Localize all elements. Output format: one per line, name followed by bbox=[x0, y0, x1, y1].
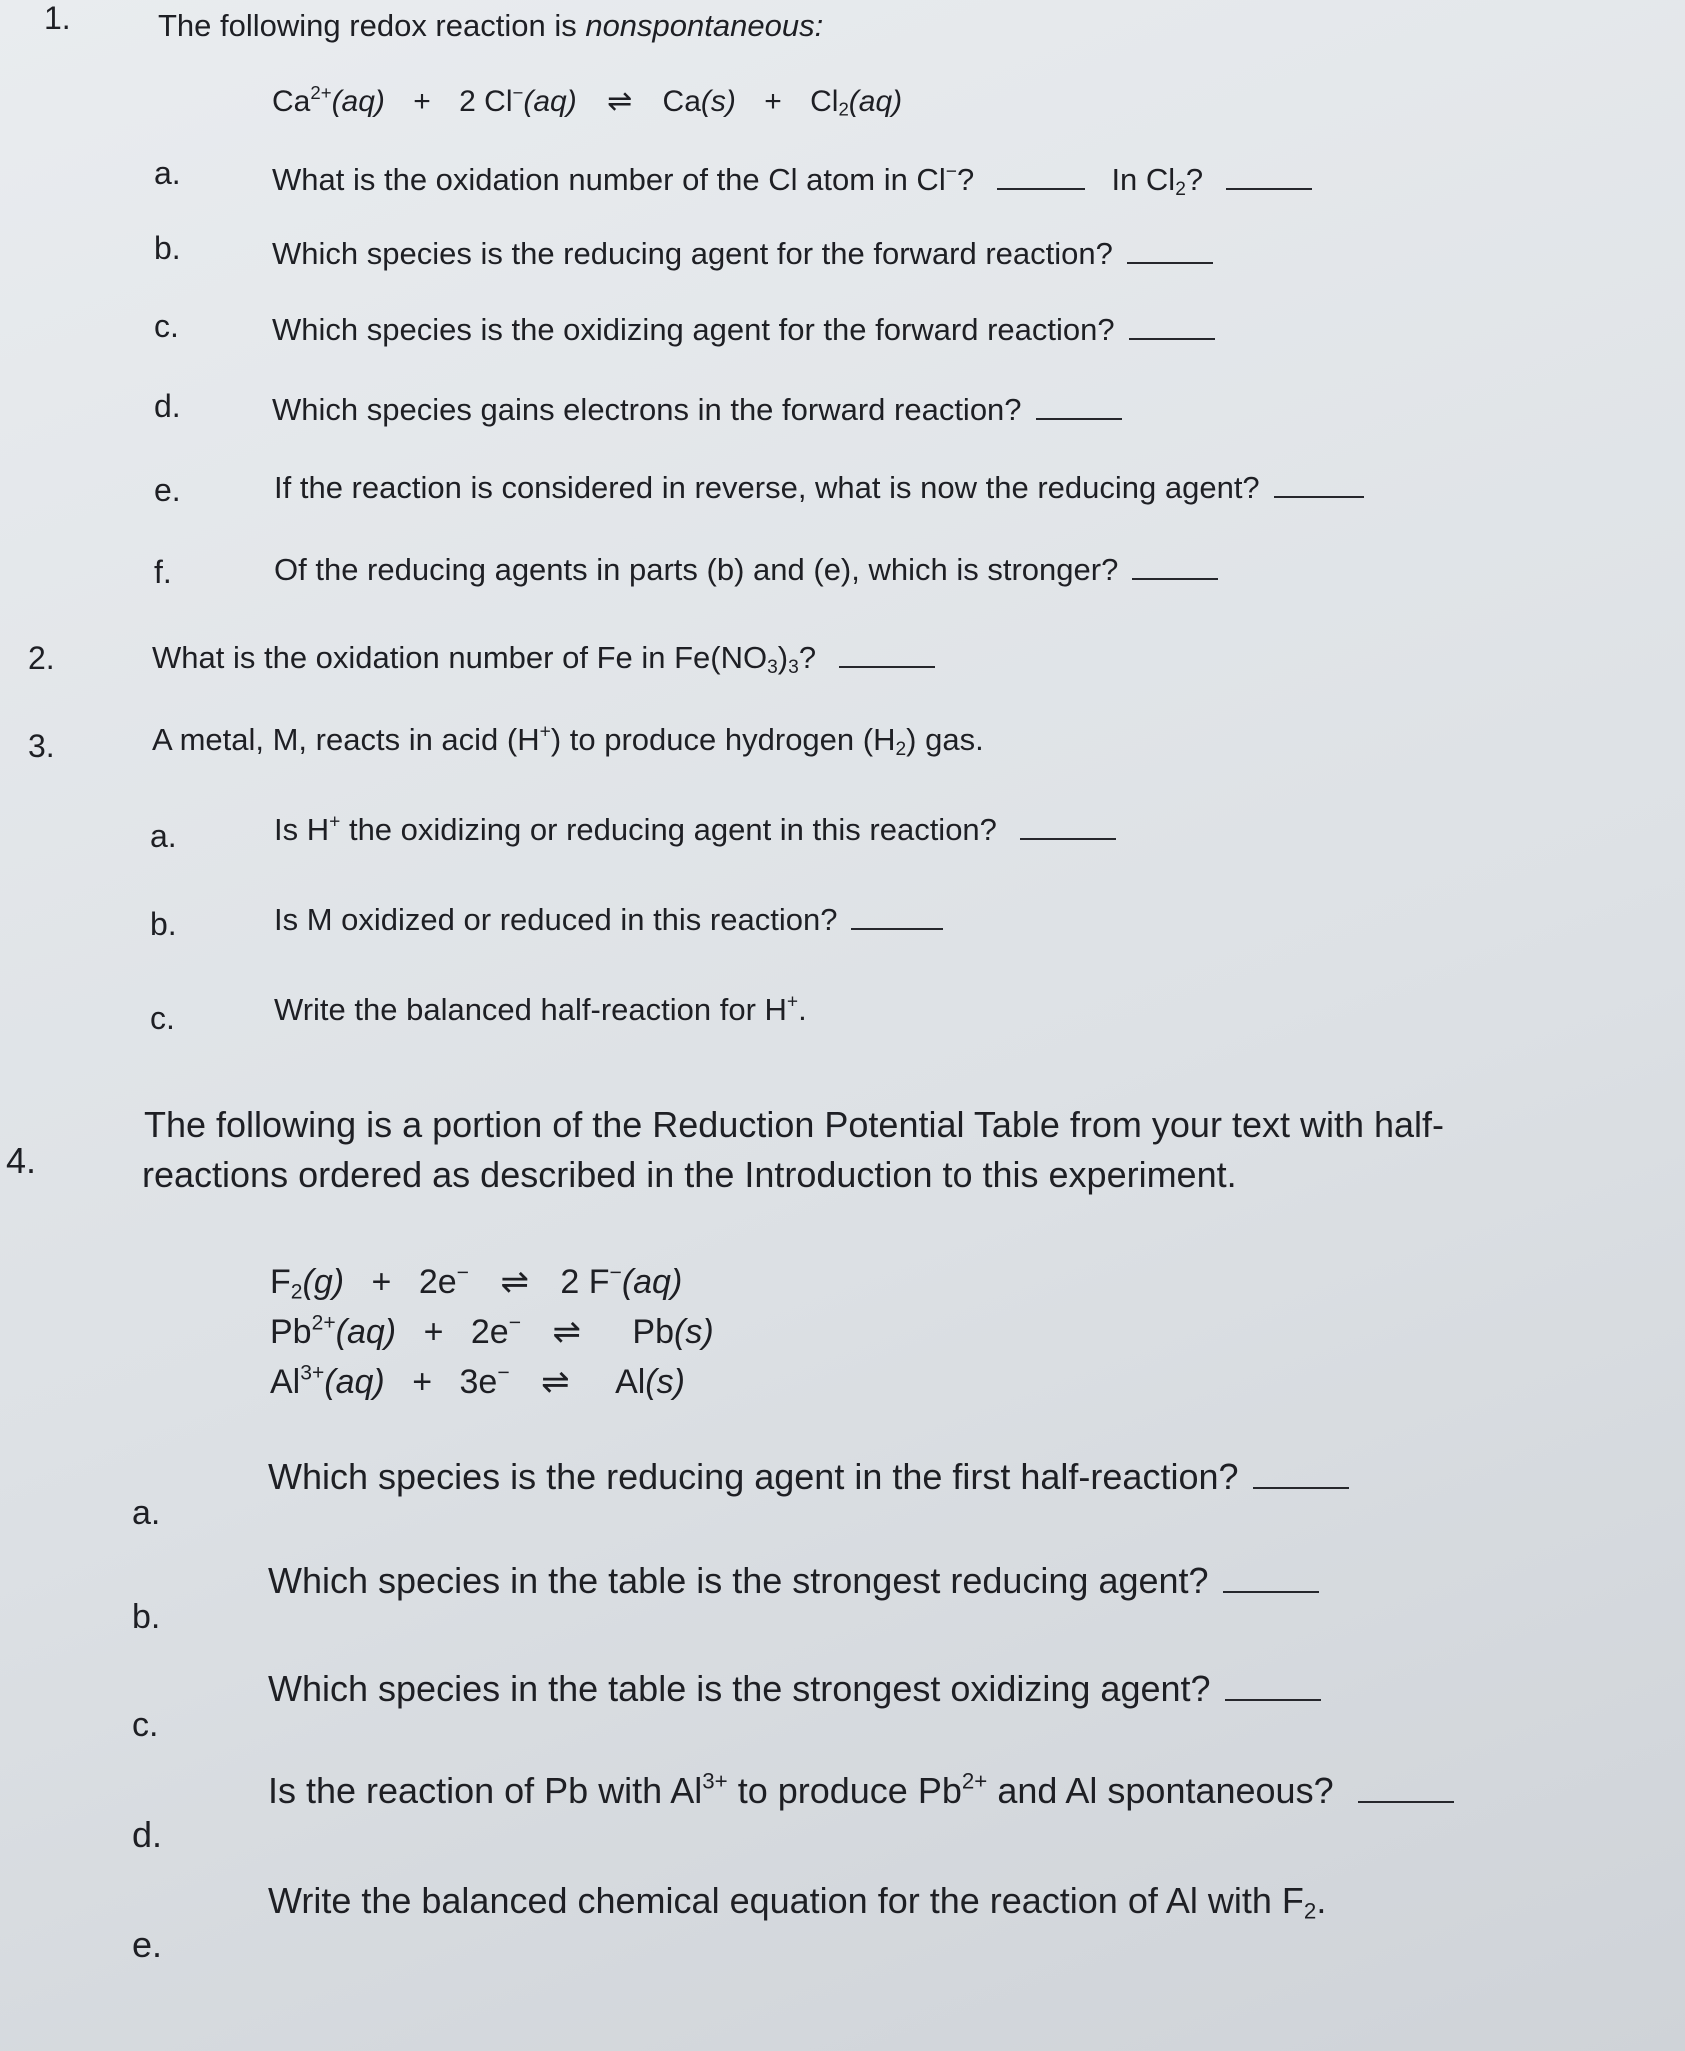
q3-h-charge: + bbox=[539, 721, 551, 743]
product-species: Al bbox=[615, 1363, 646, 1401]
q4-part-c-letter: c. bbox=[132, 1706, 159, 1744]
reactant-species: Al bbox=[270, 1363, 301, 1401]
equilibrium-arrow: ⇌ bbox=[500, 1263, 529, 1301]
q1-part-a-letter: a. bbox=[154, 155, 181, 191]
eq-cl2-state: (aq) bbox=[848, 85, 903, 118]
reactant-state: (g) bbox=[302, 1263, 345, 1301]
q1-part-b-letter: b. bbox=[154, 230, 181, 266]
eq-ca-ion: Ca bbox=[272, 85, 311, 118]
reactant-state: (aq) bbox=[324, 1363, 385, 1401]
question-2-number: 2. bbox=[28, 640, 55, 676]
equilibrium-arrow: ⇌ bbox=[552, 1313, 581, 1351]
q1f-answer-blank[interactable] bbox=[1132, 577, 1218, 580]
q2-subscript-2: 3 bbox=[788, 656, 799, 678]
q3-text-3: ) gas. bbox=[906, 722, 984, 757]
eq-equilibrium-arrow: ⇌ bbox=[607, 85, 633, 118]
q1a-answer-blank-2[interactable] bbox=[1226, 187, 1312, 190]
product-state: (s) bbox=[645, 1363, 685, 1401]
equilibrium-arrow: ⇌ bbox=[541, 1363, 570, 1401]
q4b-answer-blank[interactable] bbox=[1223, 1590, 1319, 1593]
eq-ca-metal-state: (s) bbox=[700, 85, 736, 118]
q4-part-d-letter: d. bbox=[132, 1814, 163, 1855]
question-1-equation bbox=[272, 81, 903, 120]
half-reaction-row bbox=[270, 1362, 685, 1402]
q1a-charge: − bbox=[945, 161, 957, 183]
q1a-qmark: ? bbox=[956, 162, 975, 197]
q1a-qmark-2: ? bbox=[1185, 162, 1204, 197]
electron-charge: − bbox=[508, 1311, 522, 1335]
q4e-period: . bbox=[1316, 1880, 1327, 1921]
q1-part-b-text bbox=[272, 236, 1213, 272]
q4d-text-2: to produce Pb bbox=[727, 1770, 962, 1811]
eq-plus-1: + bbox=[413, 85, 431, 118]
product-charge: − bbox=[609, 1261, 622, 1285]
plus-sign: + bbox=[423, 1313, 444, 1351]
q1-part-c-letter: c. bbox=[154, 308, 179, 344]
q3-part-b-letter: b. bbox=[150, 906, 177, 942]
question-4-number: 4. bbox=[6, 1140, 37, 1181]
q3a-charge: + bbox=[329, 811, 341, 833]
product-state: (aq) bbox=[621, 1263, 683, 1301]
q1-part-e-text bbox=[274, 470, 1364, 506]
q4-part-b-letter: b. bbox=[132, 1598, 161, 1636]
q4a-text: Which species is the reducing agent in the first half-reaction? bbox=[268, 1456, 1239, 1497]
q1d-text: Which species gains electrons in the forward reaction? bbox=[272, 392, 1022, 427]
q4c-answer-blank[interactable] bbox=[1225, 1698, 1321, 1701]
eq-cl-charge: − bbox=[512, 81, 524, 103]
q1c-text: Which species is the oxidizing agent for the forward reaction? bbox=[272, 312, 1115, 347]
q4a-answer-blank[interactable] bbox=[1253, 1486, 1349, 1489]
reactant-species: Pb bbox=[270, 1313, 312, 1351]
product-state: (s) bbox=[674, 1313, 714, 1351]
electrons: 3e bbox=[459, 1363, 498, 1401]
q3-part-b-text bbox=[274, 902, 943, 938]
q3-part-a-text bbox=[274, 812, 1116, 848]
reactant-state: (aq) bbox=[335, 1313, 397, 1351]
q1-part-d-letter: d. bbox=[154, 388, 181, 424]
question-4-stem-line-1: The following is a portion of the Reduction Potential Table from your text with half- bbox=[144, 1104, 1445, 1145]
q2-subscript-1: 3 bbox=[767, 656, 778, 678]
q1a-text: What is the oxidation number of the Cl atom in Cl bbox=[272, 162, 946, 197]
eq-cl-state: (aq) bbox=[523, 85, 577, 118]
electrons: 2e bbox=[470, 1313, 509, 1351]
q4-part-a-text bbox=[268, 1456, 1349, 1498]
q3b-text: Is M oxidized or reduced in this reaction? bbox=[274, 902, 838, 937]
q3-part-c-letter: c. bbox=[150, 1000, 175, 1036]
q4b-text: Which species in the table is the strongest reducing agent? bbox=[268, 1560, 1209, 1601]
q1e-text: If the reaction is considered in reverse, what is now the reducing agent? bbox=[274, 470, 1260, 505]
question-4-stem-line-2: reactions ordered as described in the Introduction to this experiment. bbox=[142, 1154, 1237, 1195]
q1e-answer-blank[interactable] bbox=[1274, 495, 1364, 498]
eq-ca-state: (aq) bbox=[331, 85, 385, 118]
q3a-text-2: the oxidizing or reducing agent in this reaction? bbox=[340, 812, 997, 847]
question-3-number: 3. bbox=[28, 728, 55, 764]
eq-cl2: Cl bbox=[810, 85, 839, 118]
q3b-answer-blank[interactable] bbox=[851, 927, 943, 930]
q4d-al-charge: 3+ bbox=[702, 1768, 728, 1794]
q4d-text-3: and Al spontaneous? bbox=[987, 1770, 1334, 1811]
q1-part-a-text bbox=[272, 162, 1312, 198]
q4-part-a-letter: a. bbox=[132, 1494, 161, 1532]
q3c-text: Write the balanced half-reaction for H bbox=[274, 992, 787, 1027]
q1-part-f-text bbox=[274, 552, 1218, 588]
electron-charge: − bbox=[497, 1361, 510, 1385]
question-1-number: 1. bbox=[44, 0, 71, 36]
q1d-answer-blank[interactable] bbox=[1036, 417, 1122, 420]
question-3-stem bbox=[152, 722, 984, 758]
electron-charge: − bbox=[456, 1261, 469, 1285]
q1a-text-cl2: In Cl bbox=[1111, 162, 1176, 197]
q3-part-a-letter: a. bbox=[150, 818, 177, 854]
plus-sign: + bbox=[371, 1263, 392, 1301]
q4e-f2-subscript: 2 bbox=[1303, 1898, 1317, 1924]
eq-ca-charge: 2+ bbox=[310, 81, 332, 103]
question-1-stem-text: The following redox reaction is bbox=[158, 8, 586, 43]
q4d-pb-charge: 2+ bbox=[961, 1768, 988, 1794]
q4e-text: Write the balanced chemical equation for the reaction of Al with F bbox=[268, 1880, 1304, 1921]
product-species: 2 F bbox=[560, 1263, 610, 1301]
electrons: 2e bbox=[418, 1263, 457, 1301]
half-reaction-row bbox=[270, 1262, 682, 1302]
q1-part-e-letter: e. bbox=[154, 472, 181, 508]
q2-qmark: ? bbox=[798, 640, 817, 675]
q3c-charge: + bbox=[786, 991, 799, 1013]
question-2-text bbox=[152, 640, 935, 676]
q1-part-f-letter: f. bbox=[154, 554, 172, 590]
q4-part-e-letter: e. bbox=[132, 1924, 163, 1965]
reactant-species: F bbox=[270, 1263, 291, 1301]
q1f-text: Of the reducing agents in parts (b) and (e), which is stronger? bbox=[274, 552, 1119, 587]
reactant-charge: 2+ bbox=[311, 1311, 336, 1335]
reactant-subscript: 2 bbox=[290, 1280, 303, 1304]
q1-part-c-text bbox=[272, 312, 1215, 348]
q1-part-d-text bbox=[272, 392, 1122, 428]
q1a-cl2-subscript: 2 bbox=[1175, 178, 1186, 200]
q4-part-d-text bbox=[268, 1770, 1454, 1812]
q3c-period: . bbox=[798, 992, 807, 1027]
reactant-charge: 3+ bbox=[300, 1361, 325, 1385]
q4d-answer-blank[interactable] bbox=[1358, 1800, 1454, 1803]
half-reaction-row bbox=[270, 1312, 714, 1352]
q4d-text-1: Is the reaction of Pb with Al bbox=[268, 1770, 703, 1811]
q3-text-1: A metal, M, reacts in acid (H bbox=[152, 722, 540, 757]
q1c-answer-blank[interactable] bbox=[1129, 337, 1215, 340]
product-species: Pb bbox=[632, 1313, 675, 1351]
q3-part-c-text bbox=[274, 992, 807, 1028]
eq-plus-2: + bbox=[764, 85, 782, 118]
q1b-answer-blank[interactable] bbox=[1127, 261, 1213, 264]
q2-answer-blank[interactable] bbox=[839, 665, 935, 668]
q3-h2-subscript: 2 bbox=[895, 738, 907, 760]
q1b-text: Which species is the reducing agent for the forward reaction? bbox=[272, 236, 1113, 271]
q3a-text-1: Is H bbox=[274, 812, 330, 847]
q2-paren: ) bbox=[777, 640, 789, 675]
eq-cl2-subscript: 2 bbox=[838, 98, 849, 120]
q3-text-2: ) to produce hydrogen (H bbox=[550, 722, 896, 757]
q4-part-e-text bbox=[268, 1880, 1326, 1922]
q4-part-c-text bbox=[268, 1668, 1321, 1710]
q4-part-b-text bbox=[268, 1560, 1319, 1602]
question-1-stem-italic: nonspontaneous: bbox=[585, 8, 824, 43]
q2-text: What is the oxidation number of Fe in Fe(NO bbox=[152, 640, 768, 675]
q3a-answer-blank[interactable] bbox=[1020, 837, 1116, 840]
q1a-answer-blank-1[interactable] bbox=[997, 187, 1085, 190]
question-1-stem bbox=[158, 8, 823, 44]
plus-sign: + bbox=[412, 1363, 433, 1401]
eq-cl-ion: 2 Cl bbox=[459, 85, 513, 118]
eq-ca-metal: Ca bbox=[662, 85, 701, 118]
q4c-text: Which species in the table is the strongest oxidizing agent? bbox=[268, 1668, 1211, 1709]
